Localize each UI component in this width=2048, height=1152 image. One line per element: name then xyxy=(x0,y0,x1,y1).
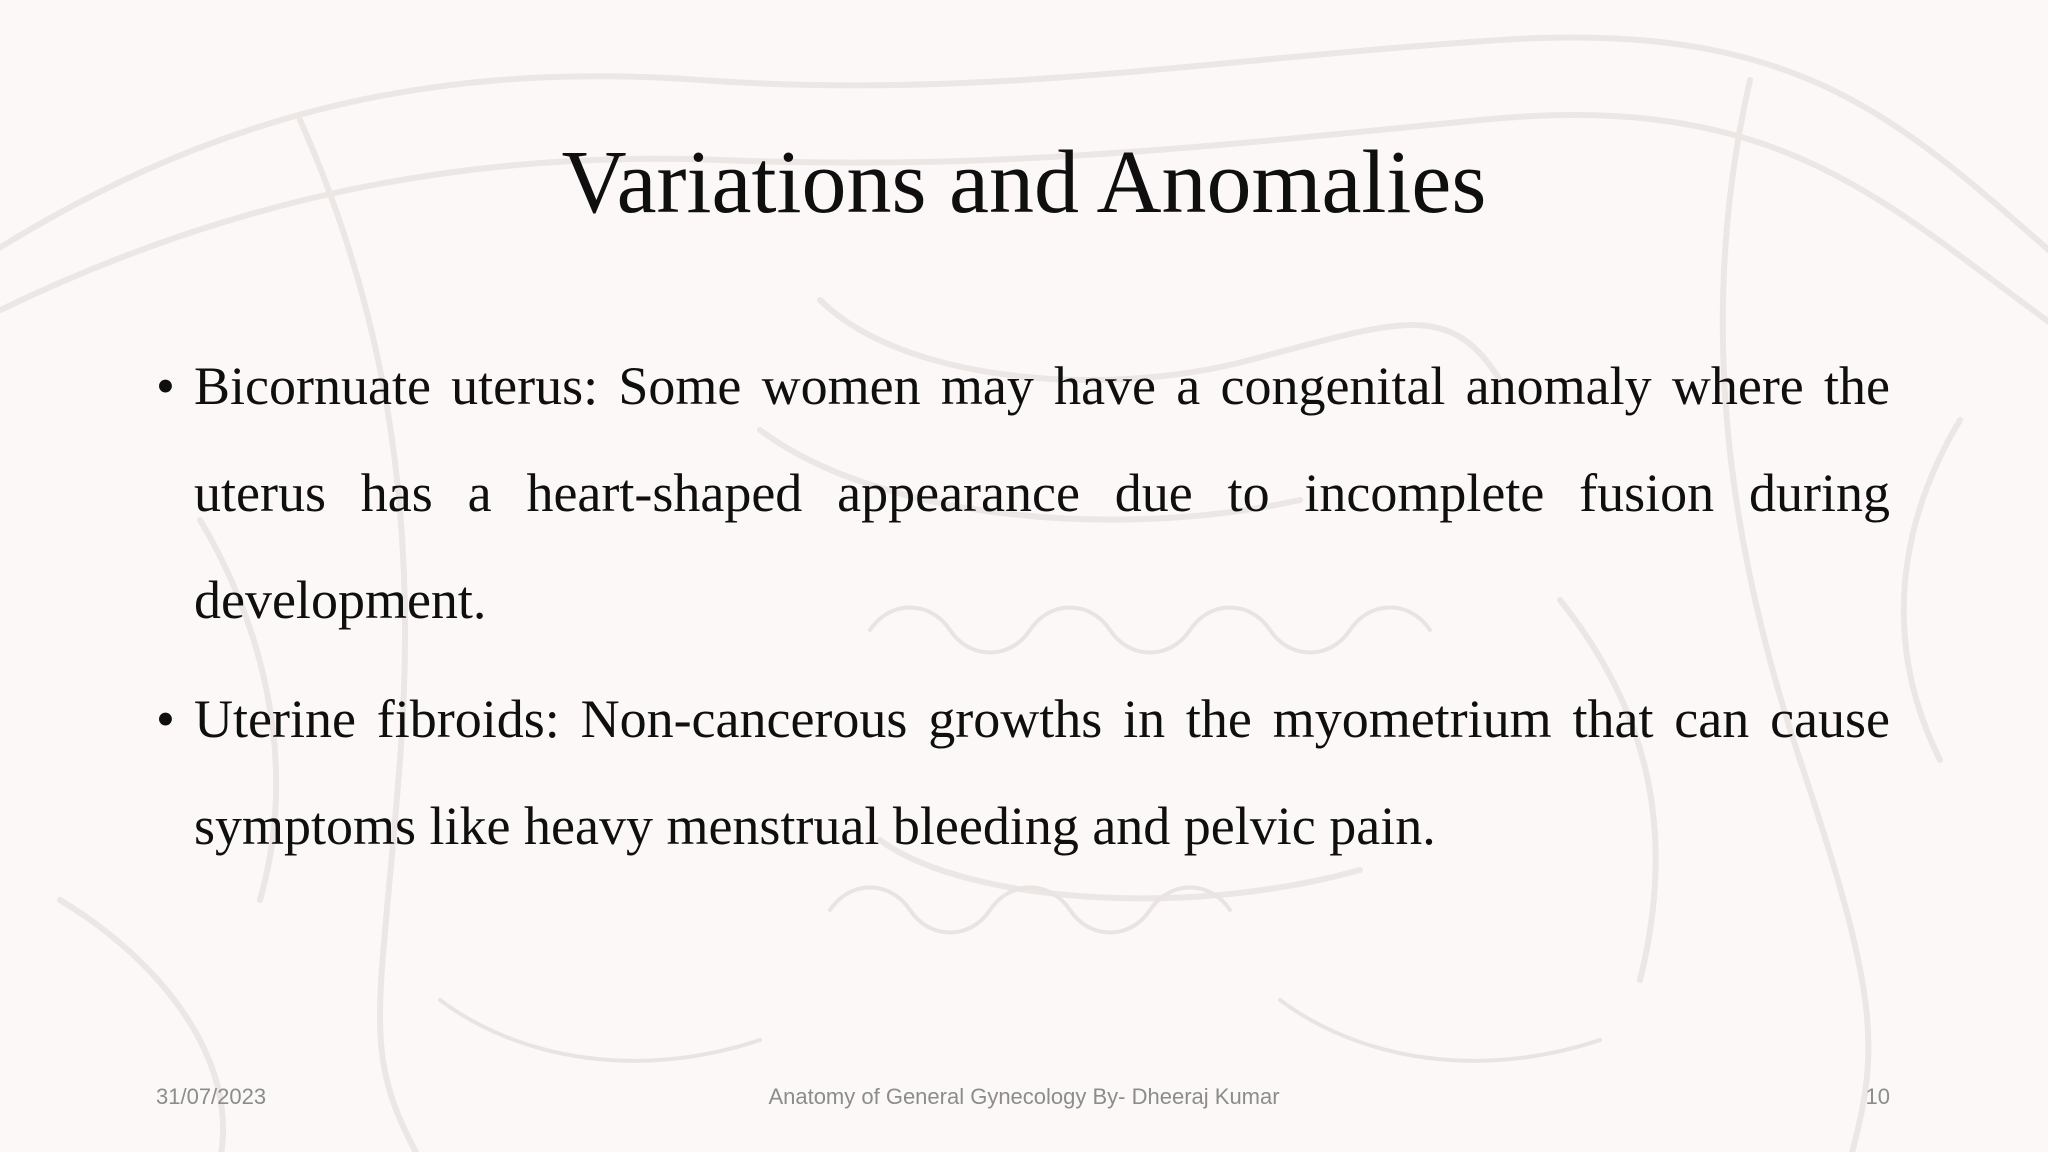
bullet-text: Bicornuate uterus: Some women may have a congenital anomaly where the uterus has a heart-shaped appearance due to incomplete fusion during development. xyxy=(194,356,1890,630)
footer-title: Anatomy of General Gynecology By- Dheeraj Kumar xyxy=(768,1084,1280,1109)
bullet-marker: • xyxy=(156,356,175,416)
footer-date: 31/07/2023 xyxy=(156,1084,267,1109)
bullet-list xyxy=(156,333,1890,892)
bullet-item-bicornuate-uterus xyxy=(156,333,1890,654)
bullet-text: Uterine fibroids: Non-cancerous growths in the myometrium that can cause symptoms like heavy menstrual bleeding and pelvic pain. xyxy=(194,689,1890,856)
slide-title: Variations and Anomalies xyxy=(561,133,1487,232)
bullet-marker: • xyxy=(156,689,175,749)
slide-number: 10 xyxy=(1865,1084,1890,1109)
bullet-item-uterine-fibroids xyxy=(156,666,1890,880)
